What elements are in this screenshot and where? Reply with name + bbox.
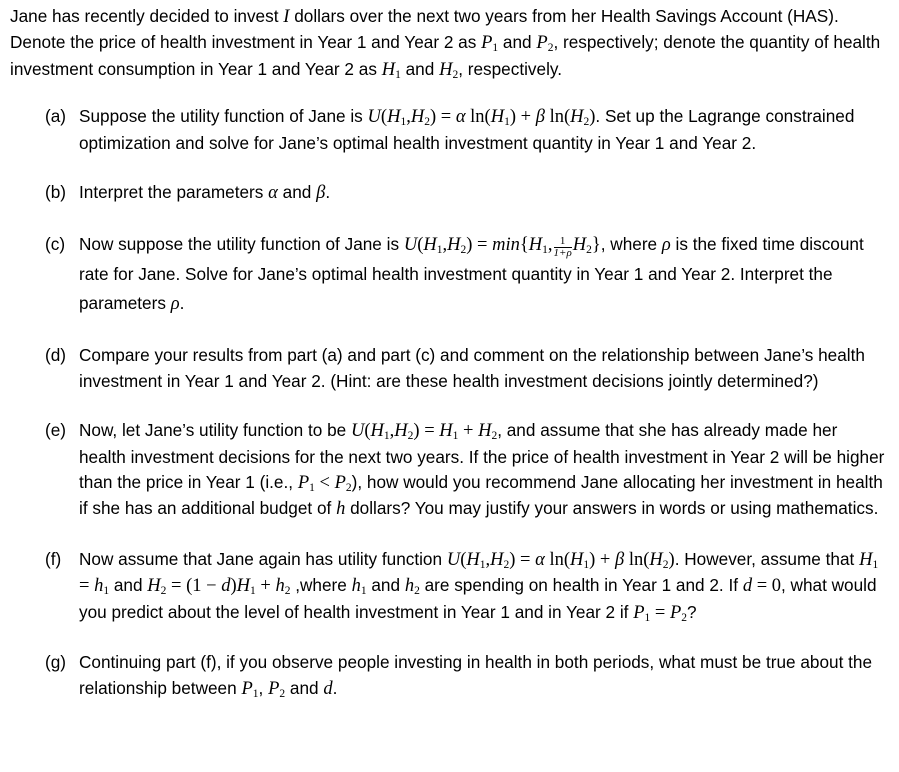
utility-formula: $U(H_1,H_2) = \min\{H_1$, $\frac{1}{1+\rho}$ $H_2$} bbox=[403, 235, 601, 260]
intro-paragraph: Jane has recently decided to invest I dollars over the next two years from her Health Savings Account (HAS). Denote the price of health investment in Year 1 and Year 2 as $P_1$ and $P_2$, respectively; denote the quantity of health investment consumption in Year 1 and Year 2 as $H_1$ and $H_2$, respectively. bbox=[10, 6, 881, 81]
question-list bbox=[10, 104, 894, 702]
utility-formula: $U(H_1,H_2) = H_1 + H_2$ bbox=[350, 421, 498, 443]
utility-formula: $U(H_1,H_2) = \alpha$ $\ln(H_1) + \beta$ $\ln(H_2)$ bbox=[367, 107, 596, 129]
question-label: (e) bbox=[45, 420, 67, 441]
d-condition: d = 0 bbox=[742, 576, 781, 597]
question-label: (g) bbox=[45, 652, 67, 673]
question-label: (d) bbox=[45, 345, 67, 366]
utility-formula: $U(H_1,H_2) = \alpha$ $\ln(H_1) + \beta$ $\ln(H_2)$ bbox=[446, 549, 675, 571]
question-f: (f) Now assume that Jane again has utility function $U(H_1,H_2) = \alpha$ $\ln(H_1) + \beta$ $\ln(H_2)$. However, assume that $H_1 = h_1$ and $H_2 = (1 - d)H_1 + h_2$ ,where $h_1$ and $h_2$ are spending on health in Year 1 and 2. If d = 0, what would you predict about the level of health investment in Year 1 and in Year 2 if $P_1 = P_2$? bbox=[45, 548, 879, 624]
question-label: (a) bbox=[45, 106, 67, 127]
question-label: (f) bbox=[45, 548, 62, 569]
question-g: (g) Continuing part (f), if you observe people investing in health in both periods, what must be true about the relationship between $P_1$, $P_2$ and d. bbox=[45, 652, 873, 700]
price-equality: $P_1 = P_2$ bbox=[633, 602, 688, 624]
question-label: (b) bbox=[45, 182, 67, 203]
price-inequality: $P_1 < P_2$ bbox=[297, 473, 352, 495]
question-e: (e) Now, let Jane’s utility function to be $U(H_1,H_2) = H_1 + H_2$, and assume that she has already made her health investment decisions for the next two years. If the price of health investment in Year 2 will be higher than the price in Year 1 (i.e., $P_1 < P_2$), how would you recommend Jane allocating her investment in health if she has an additional budget of h dollars? You may justify your answers in words or using mathematics. bbox=[45, 420, 885, 520]
question-d: (d) Compare your results from part (a) and part (c) and comment on the relationship between Jane’s health investment in Year 1 and Year 2. (Hint: are these health investment decisions jointly determined?) bbox=[45, 345, 865, 391]
spending-equations: $H_1 = h_1$ and $H_2 = (1 - d)H_1 + h_2$ bbox=[79, 549, 879, 598]
question-c: (c) Now suppose the utility function of Jane is $U(H_1,H_2) = \min\{H_1$, $\frac{1}{1+\rho}$ $H_2$}, where ρ is the fixed time discount rate for Jane. Solve for Jane’s optimal health investment quantity in Year 1 and Year 2. Interpret the parameters ρ. bbox=[10, 230, 894, 319]
problem-document bbox=[10, 4, 894, 726]
fraction: $\frac{1}{1+\rho}$ bbox=[553, 235, 572, 260]
question-a: (a) Suppose the utility function of Jane is $U(H_1,H_2) = \alpha$ $\ln(H_1) + \beta$ $\ln(H_2)$. Set up the Lagrange constrained optimization and solve for Jane’s optimal health investment quantity in Year 1 and Year 2. bbox=[45, 106, 855, 153]
question-label: (c) bbox=[45, 234, 66, 255]
question-b: (b) Interpret the parameters α and β. bbox=[10, 180, 894, 206]
